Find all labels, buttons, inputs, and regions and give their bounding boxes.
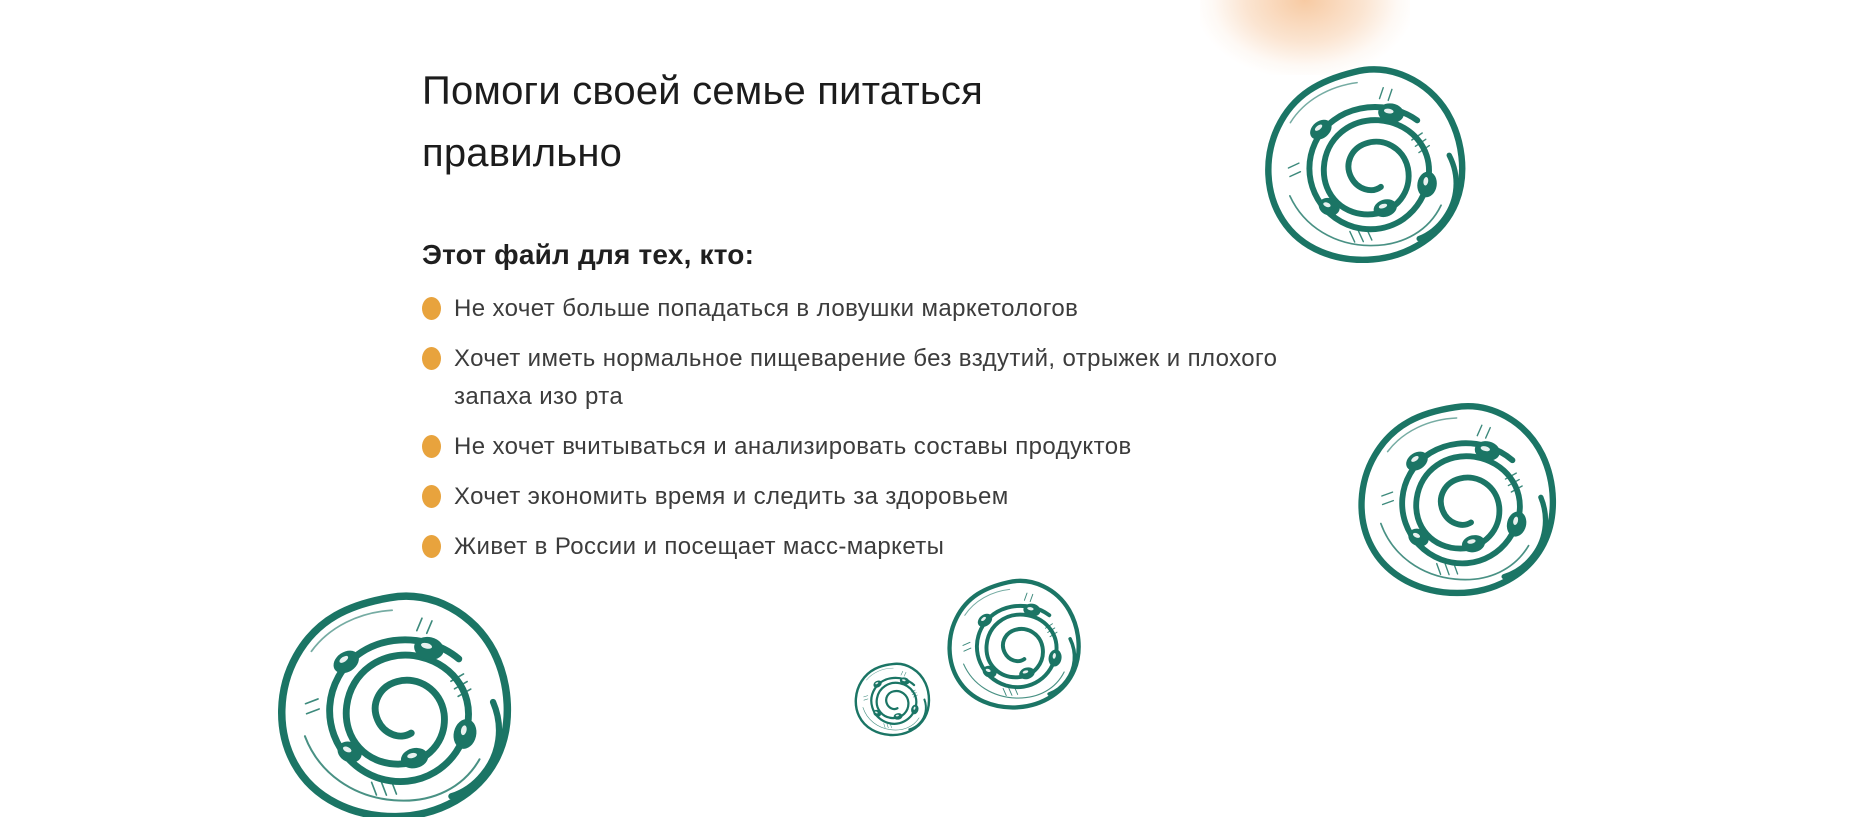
bullet-dot-icon <box>422 435 441 458</box>
bullet-dot-icon <box>422 347 441 370</box>
page-title: Помоги своей семье питаться правильно <box>422 69 983 175</box>
audience-list <box>422 290 1312 566</box>
list-item-text: Хочет экономить время и следить за здоровьем <box>454 483 1009 510</box>
cinnamon-roll-icon <box>939 573 1088 714</box>
list-item <box>422 528 1312 566</box>
bullet-dot-icon <box>422 485 441 508</box>
section-subtitle: Этот файл для тех, кто: <box>422 239 755 270</box>
list-item <box>422 428 1312 466</box>
list-item-text: Хочет иметь нормальное пищеварение без вздутий, отрыжек и плохого запаха изо рта <box>454 345 1278 410</box>
cinnamon-roll-icon <box>266 582 520 817</box>
hero-content <box>422 60 1482 578</box>
list-item <box>422 340 1312 416</box>
list-item <box>422 478 1312 516</box>
list-item <box>422 290 1312 328</box>
list-item-text: Живет в России и посещает масс-маркеты <box>454 533 945 560</box>
cinnamon-roll-icon <box>848 657 935 740</box>
list-item-text: Не хочет больше попадаться в ловушки маркетологов <box>454 295 1079 322</box>
list-item-text: Не хочет вчитываться и анализировать составы продуктов <box>454 433 1132 460</box>
bullet-dot-icon <box>422 297 441 320</box>
bullet-dot-icon <box>422 535 441 558</box>
